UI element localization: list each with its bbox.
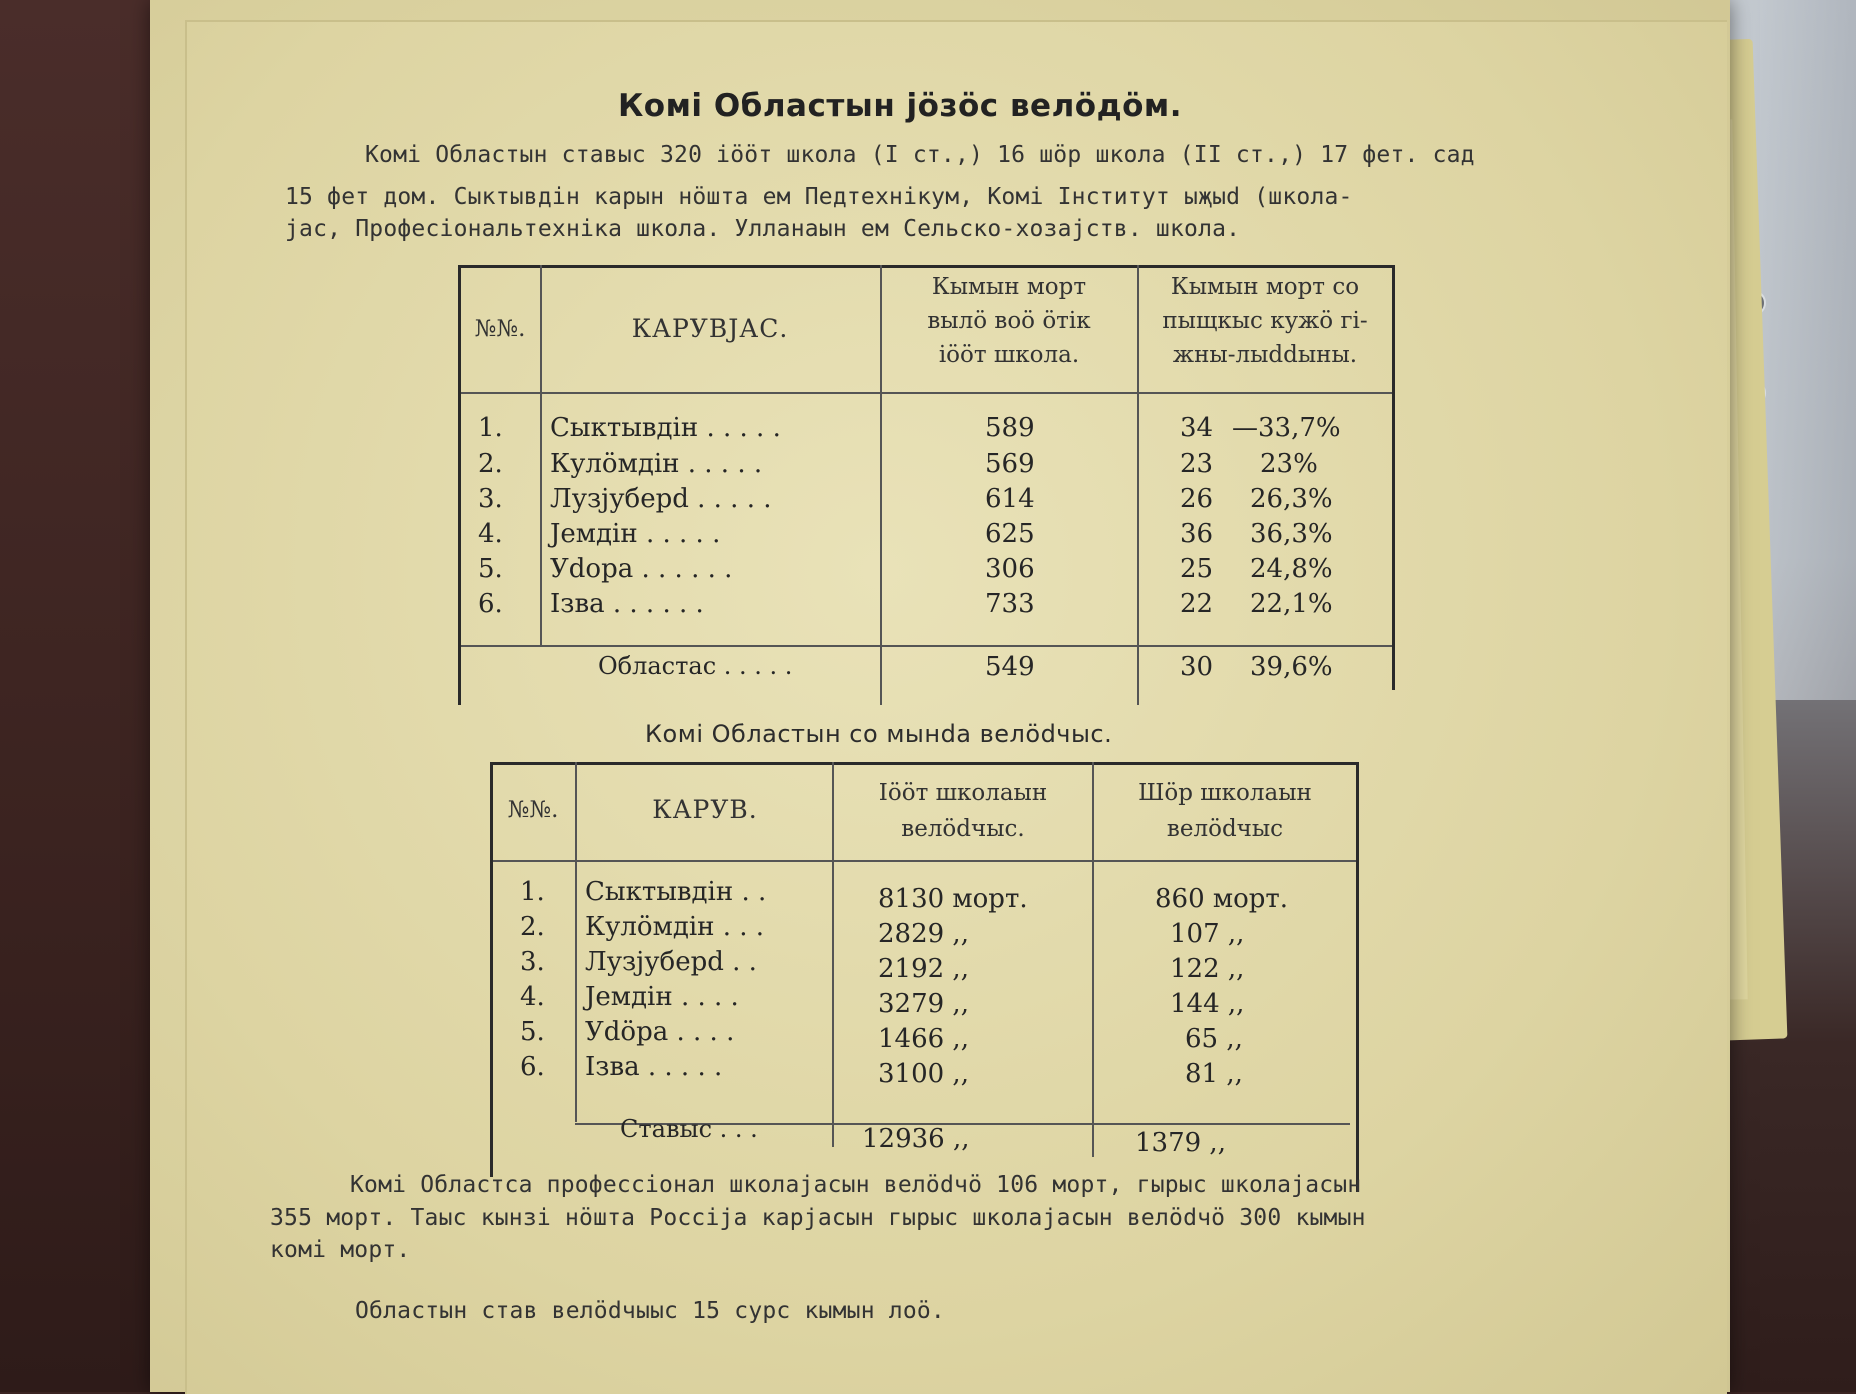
row-schools1: 2829 ,, [878,919,969,949]
row-percent: 36,3% [1250,519,1333,549]
total-label: Областас . . . . . [598,652,793,680]
row-number: 2. [478,449,503,479]
row-district: Лузјуберd . . [585,947,757,977]
row-count: 23 [1180,449,1214,479]
row-number: 1. [520,877,545,907]
footnote-line: комі морт. [270,1237,411,1263]
row-number: 3. [520,947,545,977]
row-district: Кулӧмдін . . . [585,912,765,942]
row-number: 4. [478,519,503,549]
row-district: Уdӧра . . . . [585,1017,735,1047]
footnote-line: Областын став велӧdчыыс 15 сурс кымын лоӧ. [355,1298,945,1324]
row-schools1: 2192 ,, [878,954,969,984]
header-col4-line1: Кымын морт со [1170,274,1360,300]
total-count: 30 [1180,652,1214,682]
row-value: 614 [985,484,1035,514]
row-schools2: 81 ,, [1185,1059,1243,1089]
footnote-line: Комі Областса профессіонал школајасын велӧdчӧ 106 морт, гырыс школајасын [350,1172,1362,1198]
intro-line: 15 фет дом. Сыктывдін карын нӧшта ем Педтехнікум, Комі Інститут ыҗыd (школа- [285,184,1353,210]
row-number: 2. [520,912,545,942]
table-border [880,265,882,705]
header-col3-line3: іӧӧт школа. [938,342,1080,368]
header-col3-line2: вылӧ воӧ ӧтік [927,308,1091,334]
table-border [575,762,577,1122]
row-schools1: 3279 ,, [878,989,969,1019]
total-percent: 39,6% [1250,652,1333,682]
row-schools1: 8130 морт. [878,884,1028,914]
row-value: 733 [985,589,1035,619]
row-schools2: 860 морт. [1155,884,1289,914]
header-col3-line1: Іӧӧт школаын [878,780,1048,806]
header-col4-line2: велӧdчыс [1166,816,1284,842]
row-schools2: 65 ,, [1185,1024,1243,1054]
footnote-line: 355 морт. Таыс кынзі нӧшта Россіја карјасын гырыс школајасын велӧdчӧ 300 кымын [270,1205,1366,1231]
table-border [1137,265,1139,705]
row-number: 3. [478,484,503,514]
row-district: Уdора . . . . . . [550,554,733,584]
table-border [1356,762,1359,1192]
row-percent: 23% [1260,449,1318,479]
table-border [1092,762,1094,1157]
table-border [832,762,834,1147]
header-col3-line1: Кымын морт [931,274,1087,300]
row-count: 34 [1180,413,1214,443]
row-count: 26 [1180,484,1214,514]
row-schools1: 1466 ,, [878,1024,969,1054]
table-rule [458,392,1393,394]
row-percent: 22,1% [1250,589,1333,619]
page-title: Комі Областын јӧзӧс велӧдӧм. [617,88,1183,124]
total-label: Ставыс . . . [620,1115,758,1143]
row-number: 6. [520,1052,545,1082]
header-col4-line3: жны-лыddыны. [1172,342,1358,368]
header-number: №№. [474,316,526,342]
header-number: №№. [507,797,559,823]
table-border [458,265,461,705]
row-number: 4. [520,982,545,1012]
row-number: 5. [520,1017,545,1047]
row-schools2: 107 ,, [1170,919,1245,949]
table-rule [490,762,1358,765]
table2-caption: Комі Областын со мынdа велӧdчыс. [645,720,1113,748]
table-rule [458,265,1393,268]
header-col4-line2: пыщкыс кужӧ гі- [1162,308,1368,334]
header-col4-line1: Шӧр школаын [1138,780,1312,806]
row-district: Сыктывдін . . . . . [550,413,781,443]
intro-line: Комі Областын ставыс 320 іӧӧт школа (I ст.,) 16 шӧр школа (II ст.,) 17 фет. сад [365,142,1475,168]
row-count: 36 [1180,519,1214,549]
total-schools1: 12936 ,, [862,1124,970,1154]
row-number: 6. [478,589,503,619]
row-number: 5. [478,554,503,584]
table-border [540,265,542,645]
row-district: Јемдін . . . . . [550,519,721,549]
row-percent: 26,3% [1250,484,1333,514]
row-district: Јемдін . . . . [585,982,739,1012]
row-schools2: 122 ,, [1170,954,1245,984]
row-value: 625 [985,519,1035,549]
row-percent: —33,7% [1232,413,1341,443]
header-district: КАРУВ. [652,795,758,824]
header-district: КАРУВЈАС. [631,314,789,343]
row-count: 22 [1180,589,1214,619]
header-col3-line2: велӧdчыс. [901,816,1025,842]
row-district: Сыктывдін . . [585,877,767,907]
row-value: 306 [985,554,1035,584]
row-count: 25 [1180,554,1214,584]
row-schools2: 144 ,, [1170,989,1245,1019]
row-value: 589 [985,413,1035,443]
table-border [490,762,493,1177]
table-rule [490,860,1358,862]
row-district: Кулӧмдін . . . . . [550,449,763,479]
row-district: Ізва . . . . . . [550,589,704,619]
intro-line: јас, Професіональтехніка школа. Улланаын ем Сельско-хозајств. школа. [285,216,1241,242]
row-district: Лузјуберd . . . . . [550,484,772,514]
table-rule [458,645,1393,647]
table-border [1392,265,1395,690]
row-schools1: 3100 ,, [878,1059,969,1089]
total-schools2: 1379 ,, [1135,1128,1226,1158]
total-value: 549 [985,652,1035,682]
row-district: Ізва . . . . . [585,1052,723,1082]
row-number: 1. [478,413,503,443]
row-percent: 24,8% [1250,554,1333,584]
row-value: 569 [985,449,1035,479]
